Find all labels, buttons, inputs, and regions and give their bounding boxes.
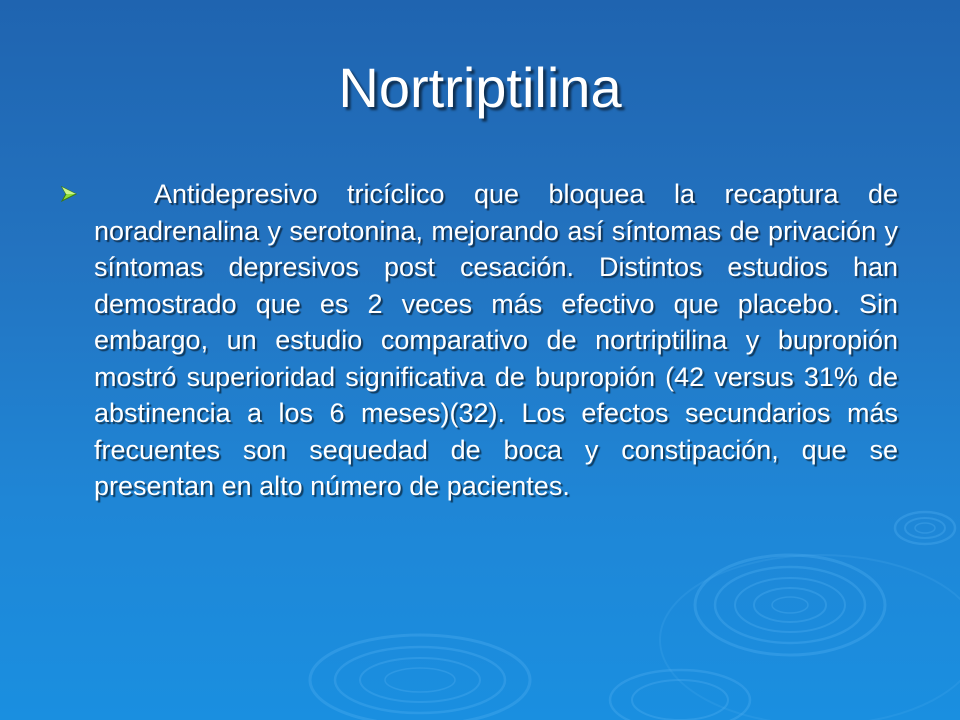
slide-title: Nortriptilina — [338, 56, 622, 119]
arrow-bullet-icon — [60, 185, 78, 203]
bullet-text: Antidepresivo tricíclico que bloquea la recaptura de noradrenalina y serotonina, mejorando así síntomas de privación y síntomas depresivos post cesación. Distintos estudios han demostrado que es 2 veces más efectivo que placebo. Sin embargo, un estudio comparativo de nortriptilina y bupropión mostró superioridad significativa de bupropión (42 versus 31% de abstinencia a los 6 meses)(32). Los efectos secundarios más frecuentes son sequedad de boca y constipación, que se presentan en alto número de pacientes. — [94, 179, 898, 501]
slide-content — [48, 176, 898, 505]
bullet-item — [48, 176, 898, 505]
